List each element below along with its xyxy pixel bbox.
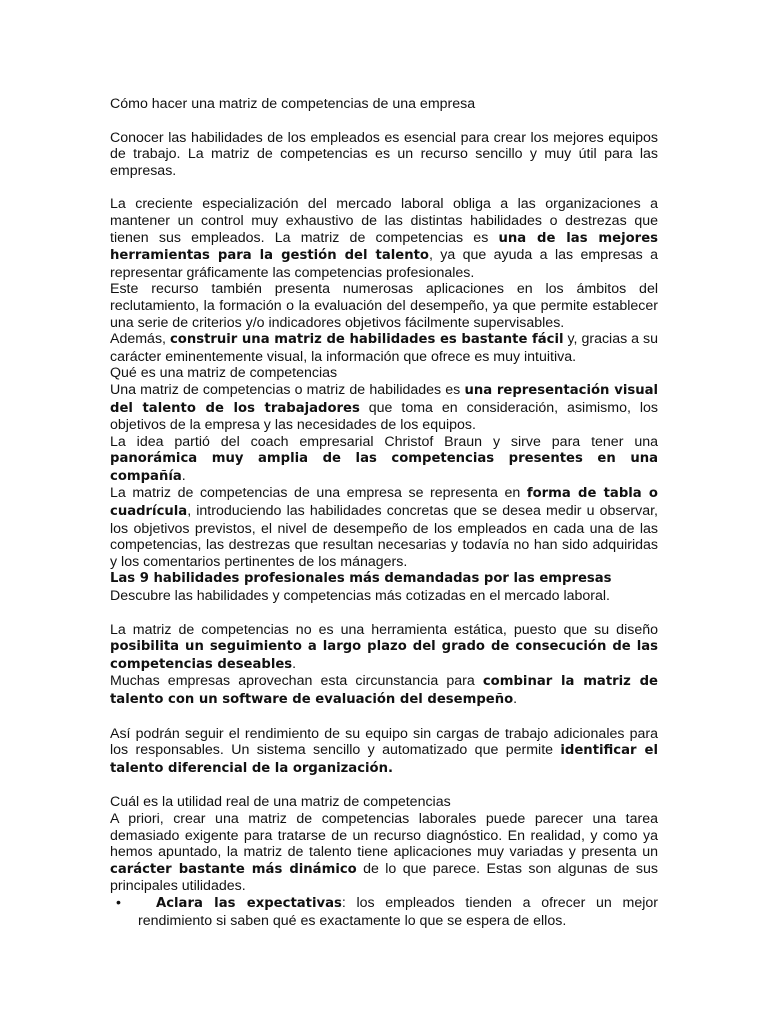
highlight-differential-talent: identificar el talento diferencial de la organización. [110,743,659,776]
paragraph-definition: Una matriz de competencias o matriz de habilidades es una representación visual del talento de los trabajadores que toma en consideración, asimismo, los objetivos de la empresa y las necesidades de los equipos. [110,381,659,434]
paragraph-ease: Además, construir una matriz de habilidades es bastante fácil y, gracias a su carácter eminentemente visual, la información que ofrece es muy intuitiva. [110,331,659,365]
highlight-table-grid: forma de tabla o cuadrícula [110,486,658,520]
paragraph-table-form: La matriz de competencias de una empresa se representa en forma de tabla o cuadrícula, introduciendo las habilidades concretas que se desea medir u observar, los objetivos previstos, el nivel de desempeño de los empleados en cada una de las competencias, las destrezas que resultan necesarias y todavía no han sido adquiridas y los comentarios pertinentes de los mánagers. [110,485,658,570]
highlight-easy-build: construir una matriz de habilidades es bastante fácil [169,332,564,348]
highlight-visual-representation: una representación visual del talento de los trabajadores [110,382,659,416]
section-heading-utility: Cuál es la utilidad real de una matriz de competencias [110,794,451,811]
paragraph-specialization: La creciente especialización del mercado laboral obliga a las organizaciones a mantener un control muy exhaustivo de las distintas habilidades o destrezas que tienen sus empleados. La matriz de competencias es una de las mejores herramientas para la gestión del talento, ya que ayuda a las empresas a representar gráficamente las competencias profesionales. [110,196,658,281]
related-article-title[interactable]: Las 9 habilidades profesionales más demandadas por las empresas [110,571,612,587]
document-title: Cómo hacer una matriz de competencias de una empresa [110,96,476,112]
highlight-clarify-expectations: Aclara las expectativas [156,895,342,911]
highlight-dynamic-character: carácter bastante más dinámico [110,861,357,877]
highlight-combine-software: combinar la matriz de talento con un software de evaluación del desempeño [110,674,658,707]
paragraph-follow-performance: Así podrán seguir el rendimiento de su equipo sin cargas de trabajo adicionales para los responsables. Un sistema sencillo y automatizado que permite identificar el talento diferencial de la organización. [110,725,659,776]
highlight-talent-tools: una de las mejores herramientas para la gestión del talento [110,230,658,264]
highlight-long-term-tracking: posibilita un seguimiento a largo plazo del grado de consecución de las competencias deseables [110,639,658,672]
section-heading-what-is: Qué es una matriz de competencias [110,365,338,382]
paragraph-a-priori: A priori, crear una matriz de competencias laborales puede parecer una tarea demasiado exigente para tratarse de un recurso diagnóstico. En realidad, y como ya hemos apuntado, la matriz de talento tiene aplicaciones muy variadas y presenta un carácter bastante más dinámico de lo que parece. Estas son algunas de sus principales utilidades. [110,810,658,895]
related-article-subtitle: Descubre las habilidades y competencias más cotizadas en el mercado laboral. [110,588,610,605]
document-body [110,96,658,929]
paragraph-applications: Este recurso también presenta numerosas aplicaciones en los ámbitos del reclutamiento, la formación o la evaluación del desempeño, ya que permite establecer una serie de criterios y/o indicadores objetivos fácilmente supervisables. [110,281,658,331]
paragraph-software: Muchas empresas aprovechan esta circunstancia para combinar la matriz de talento con un software de evaluación del desempeño. [110,673,658,707]
highlight-panoramic: panorámica muy amplia de las competencias presentes en una compañía [110,451,658,484]
paragraph-origin: La idea partió del coach empresarial Christof Braun y sirve para tener una panorámica muy amplia de las competencias presentes en una compañía. [110,433,658,484]
intro-paragraph: Conocer las habilidades de los empleados es esencial para crear los mejores equipos de trabajo. La matriz de competencias es un recurso sencillo y muy útil para las empresas. [110,129,658,179]
list-item: • Aclara las expectativas: los empleados tienden a ofrecer un mejor rendimiento si saben qué es exactamente lo que se espera de ellos. [116,894,658,929]
bullet-icon: • [116,894,121,911]
paragraph-dynamic-tool: La matriz de competencias no es una herramienta estática, puesto que su diseño posibilita un seguimiento a largo plazo del grado de consecución de las competencias deseables. [110,621,658,672]
